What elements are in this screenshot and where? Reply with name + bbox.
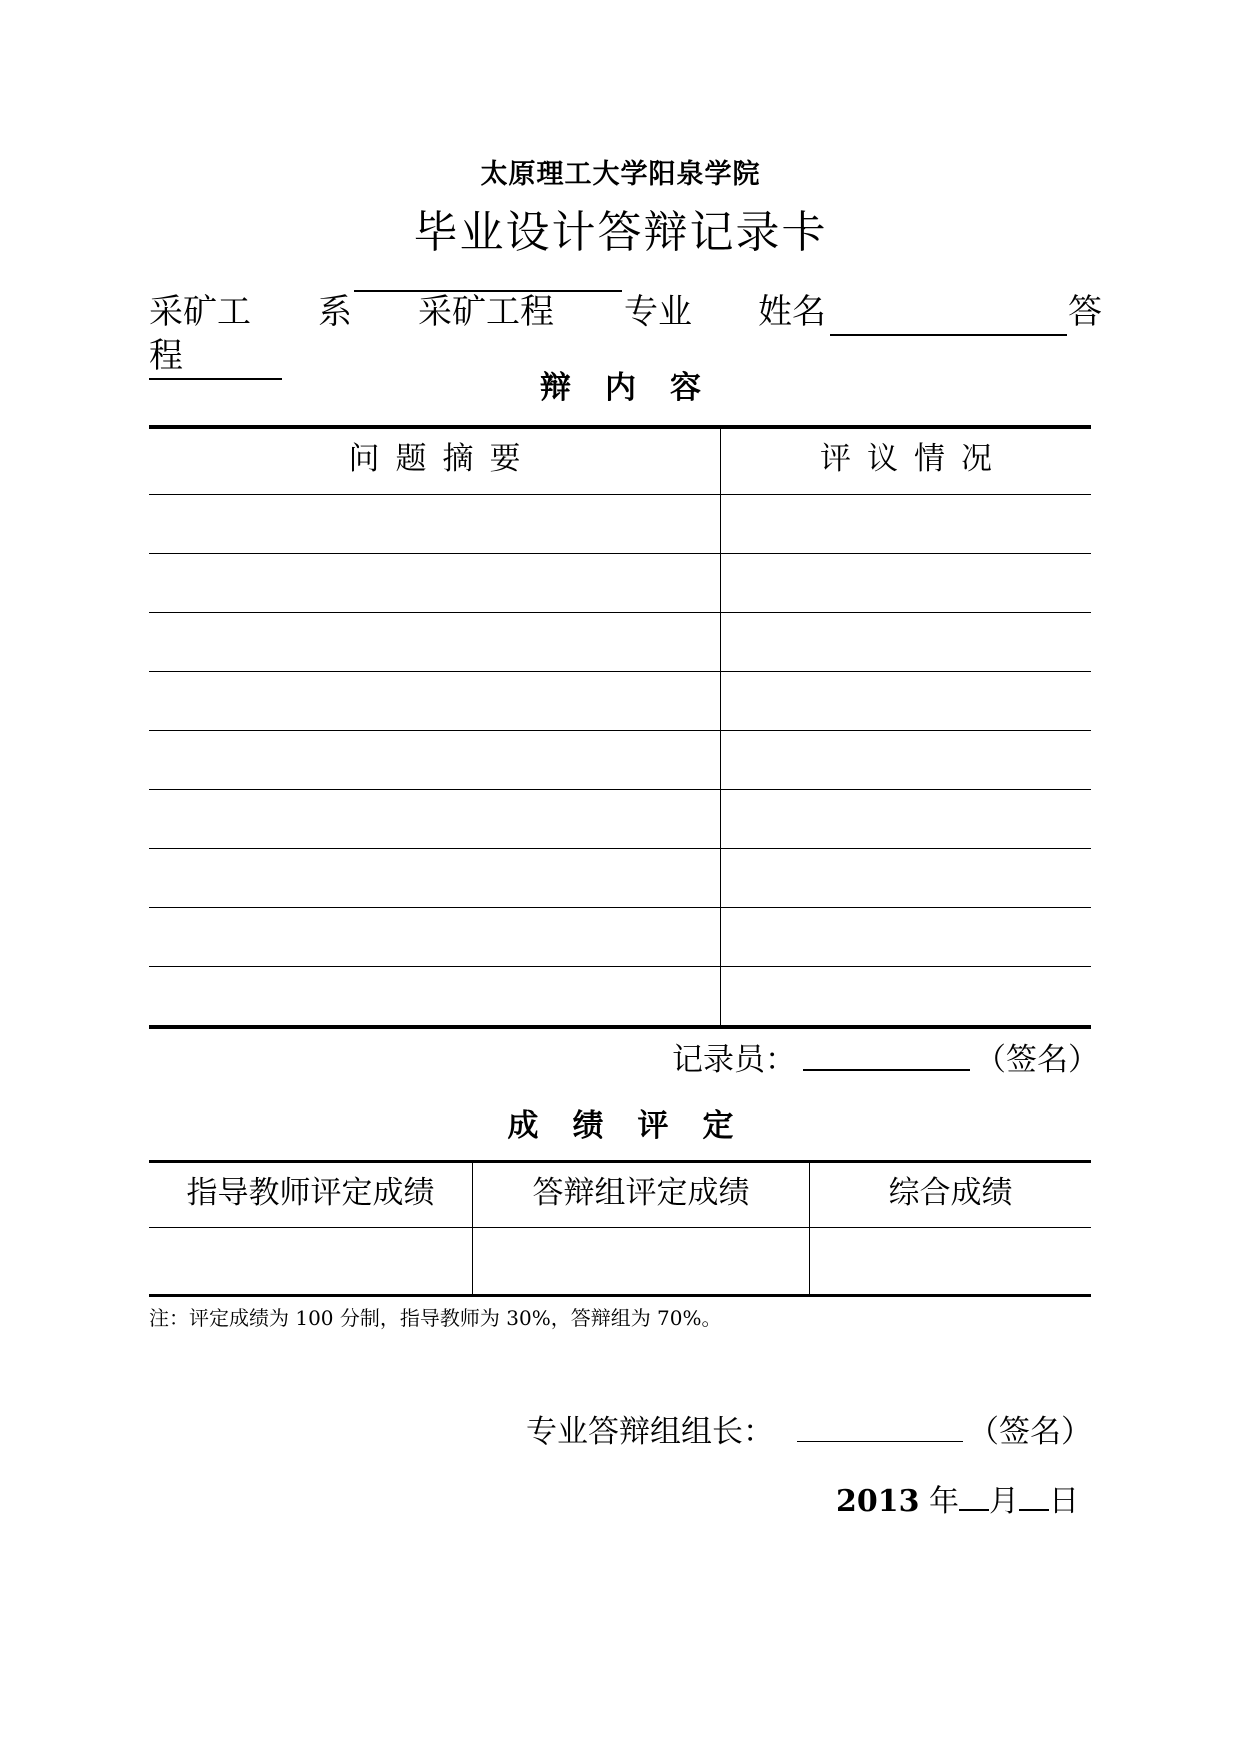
month-field[interactable] (959, 1479, 989, 1511)
grading-header-committee: 答辩组评定成绩 (532, 1175, 750, 1211)
question-cell[interactable] (149, 613, 720, 671)
table-top-rule (149, 425, 1091, 429)
name-field[interactable] (830, 290, 1067, 336)
recorder-signature-field[interactable] (803, 1044, 970, 1071)
question-cell[interactable] (149, 731, 720, 789)
department-value[interactable]: 采矿工程 (149, 290, 282, 380)
comment-cell[interactable] (721, 790, 1091, 848)
department-label: 系 (318, 292, 352, 332)
document-title: 毕业设计答辩记录卡 (413, 207, 828, 258)
question-cell[interactable] (149, 672, 720, 730)
major-value: 采矿工程 (418, 292, 554, 332)
comment-cell[interactable] (721, 849, 1091, 907)
recorder-signature-note: （签名） (975, 1042, 1099, 1078)
major-label: 专业 (624, 292, 692, 332)
date-month-unit: 月 (989, 1484, 1020, 1519)
comment-cell[interactable] (721, 967, 1091, 1025)
comment-cell[interactable] (721, 908, 1091, 966)
date-year: 2013 (836, 1484, 920, 1519)
advisor-grade-cell[interactable] (149, 1228, 472, 1294)
overall-grade-cell[interactable] (810, 1228, 1091, 1294)
grading-note: 注：评定成绩为 100 分制，指导教师为 30%，答辩组为 70%。 (149, 1306, 722, 1330)
name-label: 姓名 (758, 292, 826, 332)
date-day-unit: 日 (1049, 1484, 1080, 1519)
major-field[interactable] (354, 290, 622, 332)
comment-cell[interactable] (721, 554, 1091, 612)
grading-bottom-rule (149, 1294, 1091, 1297)
leader-signature-field[interactable] (797, 1416, 963, 1442)
comment-cell[interactable] (721, 495, 1091, 553)
question-cell[interactable] (149, 849, 720, 907)
leader-signature-note: （签名） (968, 1414, 1092, 1450)
comment-cell[interactable] (721, 731, 1091, 789)
question-cell[interactable] (149, 790, 720, 848)
defense-content-heading: 辩内容 (540, 370, 735, 406)
question-cell[interactable] (149, 495, 720, 553)
grading-top-rule (149, 1160, 1091, 1163)
grading-header-advisor: 指导教师评定成绩 (186, 1175, 435, 1211)
grading-header-overall: 综合成绩 (888, 1175, 1013, 1211)
question-cell[interactable] (149, 908, 720, 966)
table-bottom-rule (149, 1025, 1091, 1029)
comment-cell[interactable] (721, 613, 1091, 671)
question-cell[interactable] (149, 554, 720, 612)
grading-heading: 成绩评定 (507, 1108, 768, 1144)
date-year-unit: 年 (929, 1484, 960, 1519)
trailing-character: 答 (1068, 292, 1102, 332)
column-header-question: 问题摘要 (348, 441, 537, 477)
leader-label: 专业答辩组组长： (526, 1414, 774, 1450)
date-line (836, 1476, 1079, 1520)
column-header-comment: 评议情况 (820, 441, 1008, 477)
recorder-label: 记录员： (672, 1042, 796, 1078)
question-cell[interactable] (149, 967, 720, 1025)
day-field[interactable] (1019, 1479, 1049, 1511)
institution-name: 太原理工大学阳泉学院 (480, 159, 761, 190)
comment-cell[interactable] (721, 672, 1091, 730)
committee-grade-cell[interactable] (473, 1228, 809, 1294)
